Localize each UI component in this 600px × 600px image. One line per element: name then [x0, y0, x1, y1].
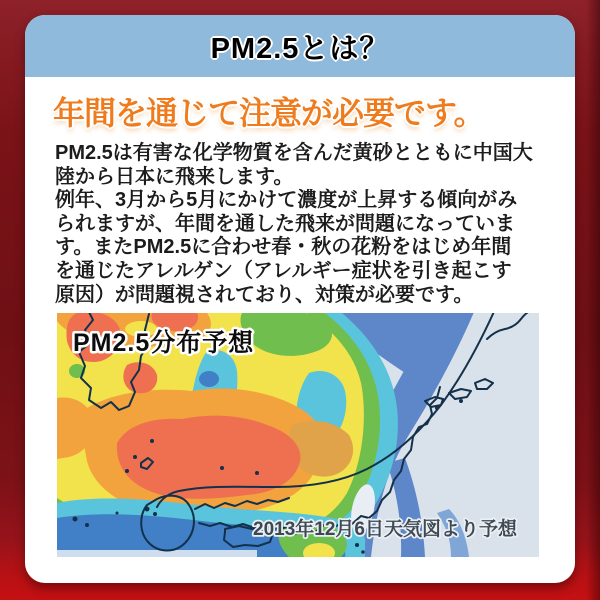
body-line: 陸から日本に飛来します。	[55, 165, 294, 188]
body-line: られますが、年間を通した飛来が問題になっていま	[55, 212, 515, 235]
map-region-blue-dot	[199, 371, 219, 387]
pm25-forecast-map	[57, 313, 539, 557]
card-header	[25, 15, 575, 77]
body-text	[55, 142, 547, 307]
map-caption: 2013年12月6日天気図より予想	[253, 519, 517, 540]
body-line: す。またPM2.5に合わせ春・秋の花粉をはじめ年間	[55, 236, 512, 259]
body-line: 例年、3月から5月にかけて濃度が上昇する傾向がみ	[55, 189, 518, 212]
page-title: PM2.5とは？	[210, 32, 390, 65]
body-line: 原因）が問題視されており、対策が必要です。	[55, 283, 474, 306]
body-line: を通じたアレルゲン（アレルギー症状を引き起こす	[55, 259, 512, 282]
map-title: PM2.5分布予想	[73, 329, 255, 357]
body-line: PM2.5は有害な化学物質を含んだ黄砂とともに中国大	[55, 142, 533, 164]
headline: 年間を通じて注意が必要です。	[53, 95, 485, 131]
map-figure	[57, 313, 539, 557]
map-region-pale-strip	[57, 550, 257, 557]
info-card	[25, 15, 575, 583]
